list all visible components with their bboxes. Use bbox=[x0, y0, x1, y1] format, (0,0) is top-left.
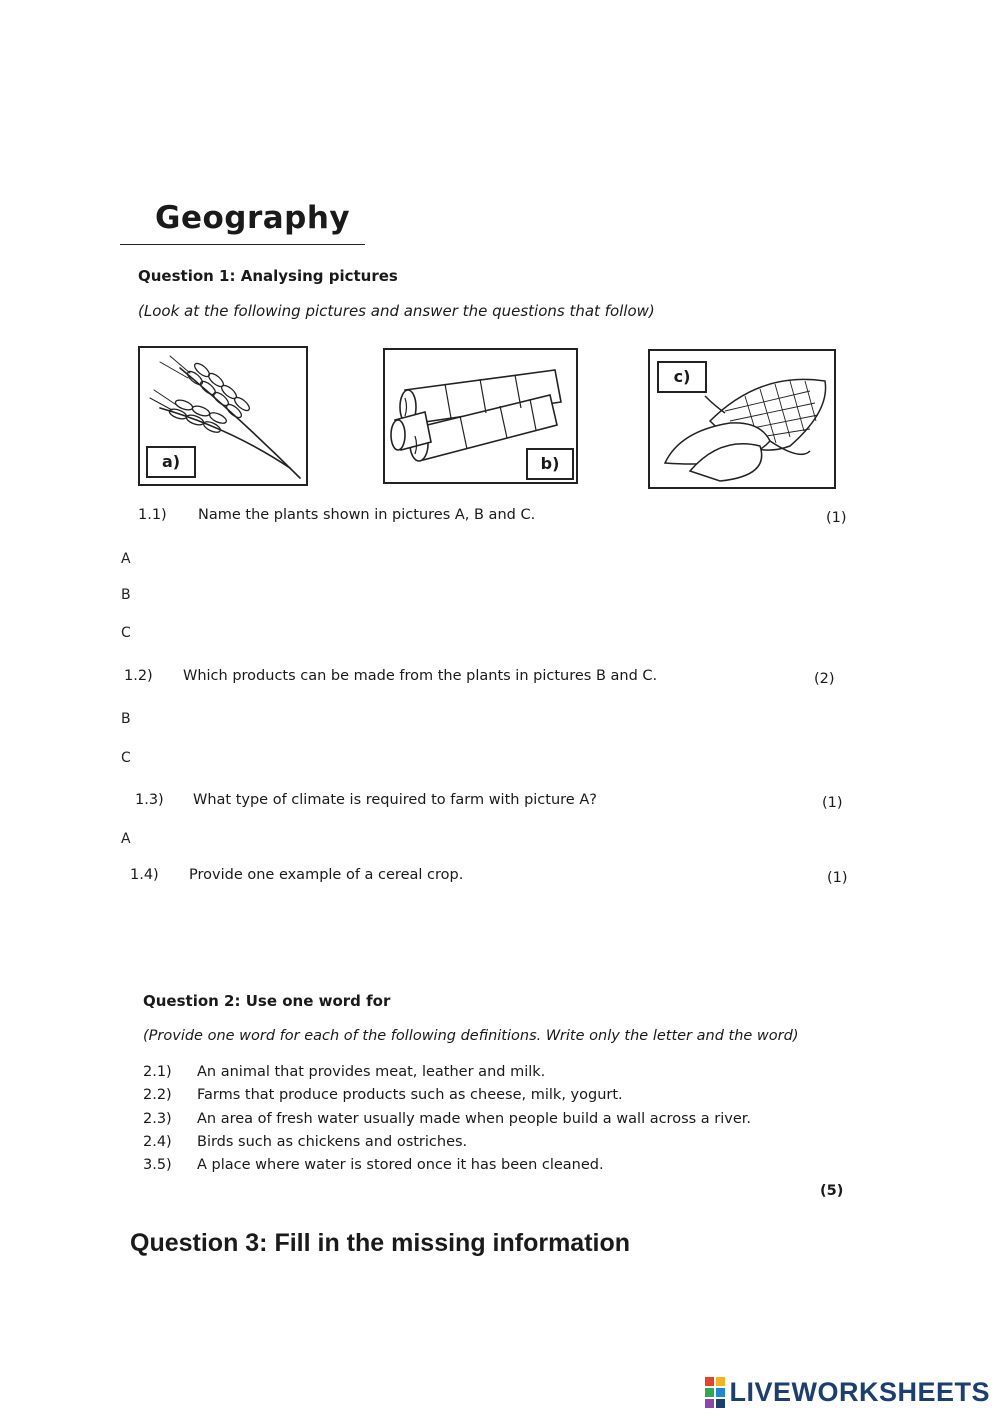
question-1-4-text: Provide one example of a cereal crop. bbox=[189, 867, 464, 883]
answer-letter-a: A bbox=[121, 551, 131, 567]
picture-a bbox=[138, 346, 308, 486]
question-2-4-text: Birds such as chickens and ostriches. bbox=[197, 1134, 468, 1150]
brand-name: LIVEWORKSHEETS bbox=[729, 1376, 990, 1407]
question-2-2-text: Farms that produce products such as cheese, milk, yogurt. bbox=[197, 1087, 623, 1103]
picture-c-label: c) bbox=[657, 361, 707, 393]
answer-letter-a: A bbox=[121, 831, 131, 847]
question-1-4-number: 1.4) bbox=[130, 867, 159, 883]
question-1-4-marks: (1) bbox=[827, 870, 848, 886]
question-1-1-text: Name the plants shown in pictures A, B and C. bbox=[198, 507, 536, 523]
question-1-1-marks: (1) bbox=[826, 510, 847, 526]
page-title: Geography bbox=[155, 200, 351, 236]
logo-square bbox=[705, 1377, 714, 1386]
question-1-2-number: 1.2) bbox=[124, 668, 153, 684]
question-2-instruction: (Provide one word for each of the following definitions. Write only the letter and the word) bbox=[143, 1028, 799, 1044]
liveworksheets-logo-icon bbox=[705, 1377, 725, 1408]
answer-letter-b: B bbox=[121, 587, 131, 603]
question-2-5-text: A place where water is stored once it has been cleaned. bbox=[197, 1157, 604, 1173]
picture-a-label: a) bbox=[146, 446, 196, 478]
question-1-3-text: What type of climate is required to farm with picture A? bbox=[193, 792, 597, 808]
liveworksheets-brand bbox=[705, 1377, 990, 1407]
question-2-2-number: 2.2) bbox=[143, 1087, 172, 1103]
question-2-1-number: 2.1) bbox=[143, 1064, 172, 1080]
question-1-3-number: 1.3) bbox=[135, 792, 164, 808]
logo-square bbox=[705, 1399, 714, 1408]
title-underline bbox=[120, 244, 365, 245]
picture-b bbox=[383, 348, 578, 484]
question-2-5-number: 3.5) bbox=[143, 1157, 172, 1173]
question-2-1-text: An animal that provides meat, leather and milk. bbox=[197, 1064, 546, 1080]
answer-letter-c: C bbox=[121, 625, 131, 641]
logo-square bbox=[716, 1399, 725, 1408]
picture-b-label: b) bbox=[526, 448, 574, 480]
question-2-marks: (5) bbox=[820, 1183, 844, 1199]
question-1-heading: Question 1: Analysing pictures bbox=[138, 267, 398, 285]
logo-square bbox=[705, 1388, 714, 1397]
question-1-2-text: Which products can be made from the plants in pictures B and C. bbox=[183, 668, 658, 684]
question-1-1-number: 1.1) bbox=[138, 507, 167, 523]
logo-square bbox=[716, 1377, 725, 1386]
question-2-4-number: 2.4) bbox=[143, 1134, 172, 1150]
question-2-heading: Question 2: Use one word for bbox=[143, 992, 391, 1010]
question-2-3-text: An area of fresh water usually made when people build a wall across a river. bbox=[197, 1111, 752, 1127]
answer-letter-c: C bbox=[121, 750, 131, 766]
question-1-3-marks: (1) bbox=[822, 795, 843, 811]
question-1-instruction: (Look at the following pictures and answer the questions that follow) bbox=[138, 302, 655, 320]
question-1-2-marks: (2) bbox=[814, 671, 835, 687]
question-3-heading: Question 3: Fill in the missing information bbox=[130, 1229, 631, 1257]
logo-square bbox=[716, 1388, 725, 1397]
question-2-3-number: 2.3) bbox=[143, 1111, 172, 1127]
answer-letter-b: B bbox=[121, 711, 131, 727]
picture-c bbox=[648, 349, 836, 489]
